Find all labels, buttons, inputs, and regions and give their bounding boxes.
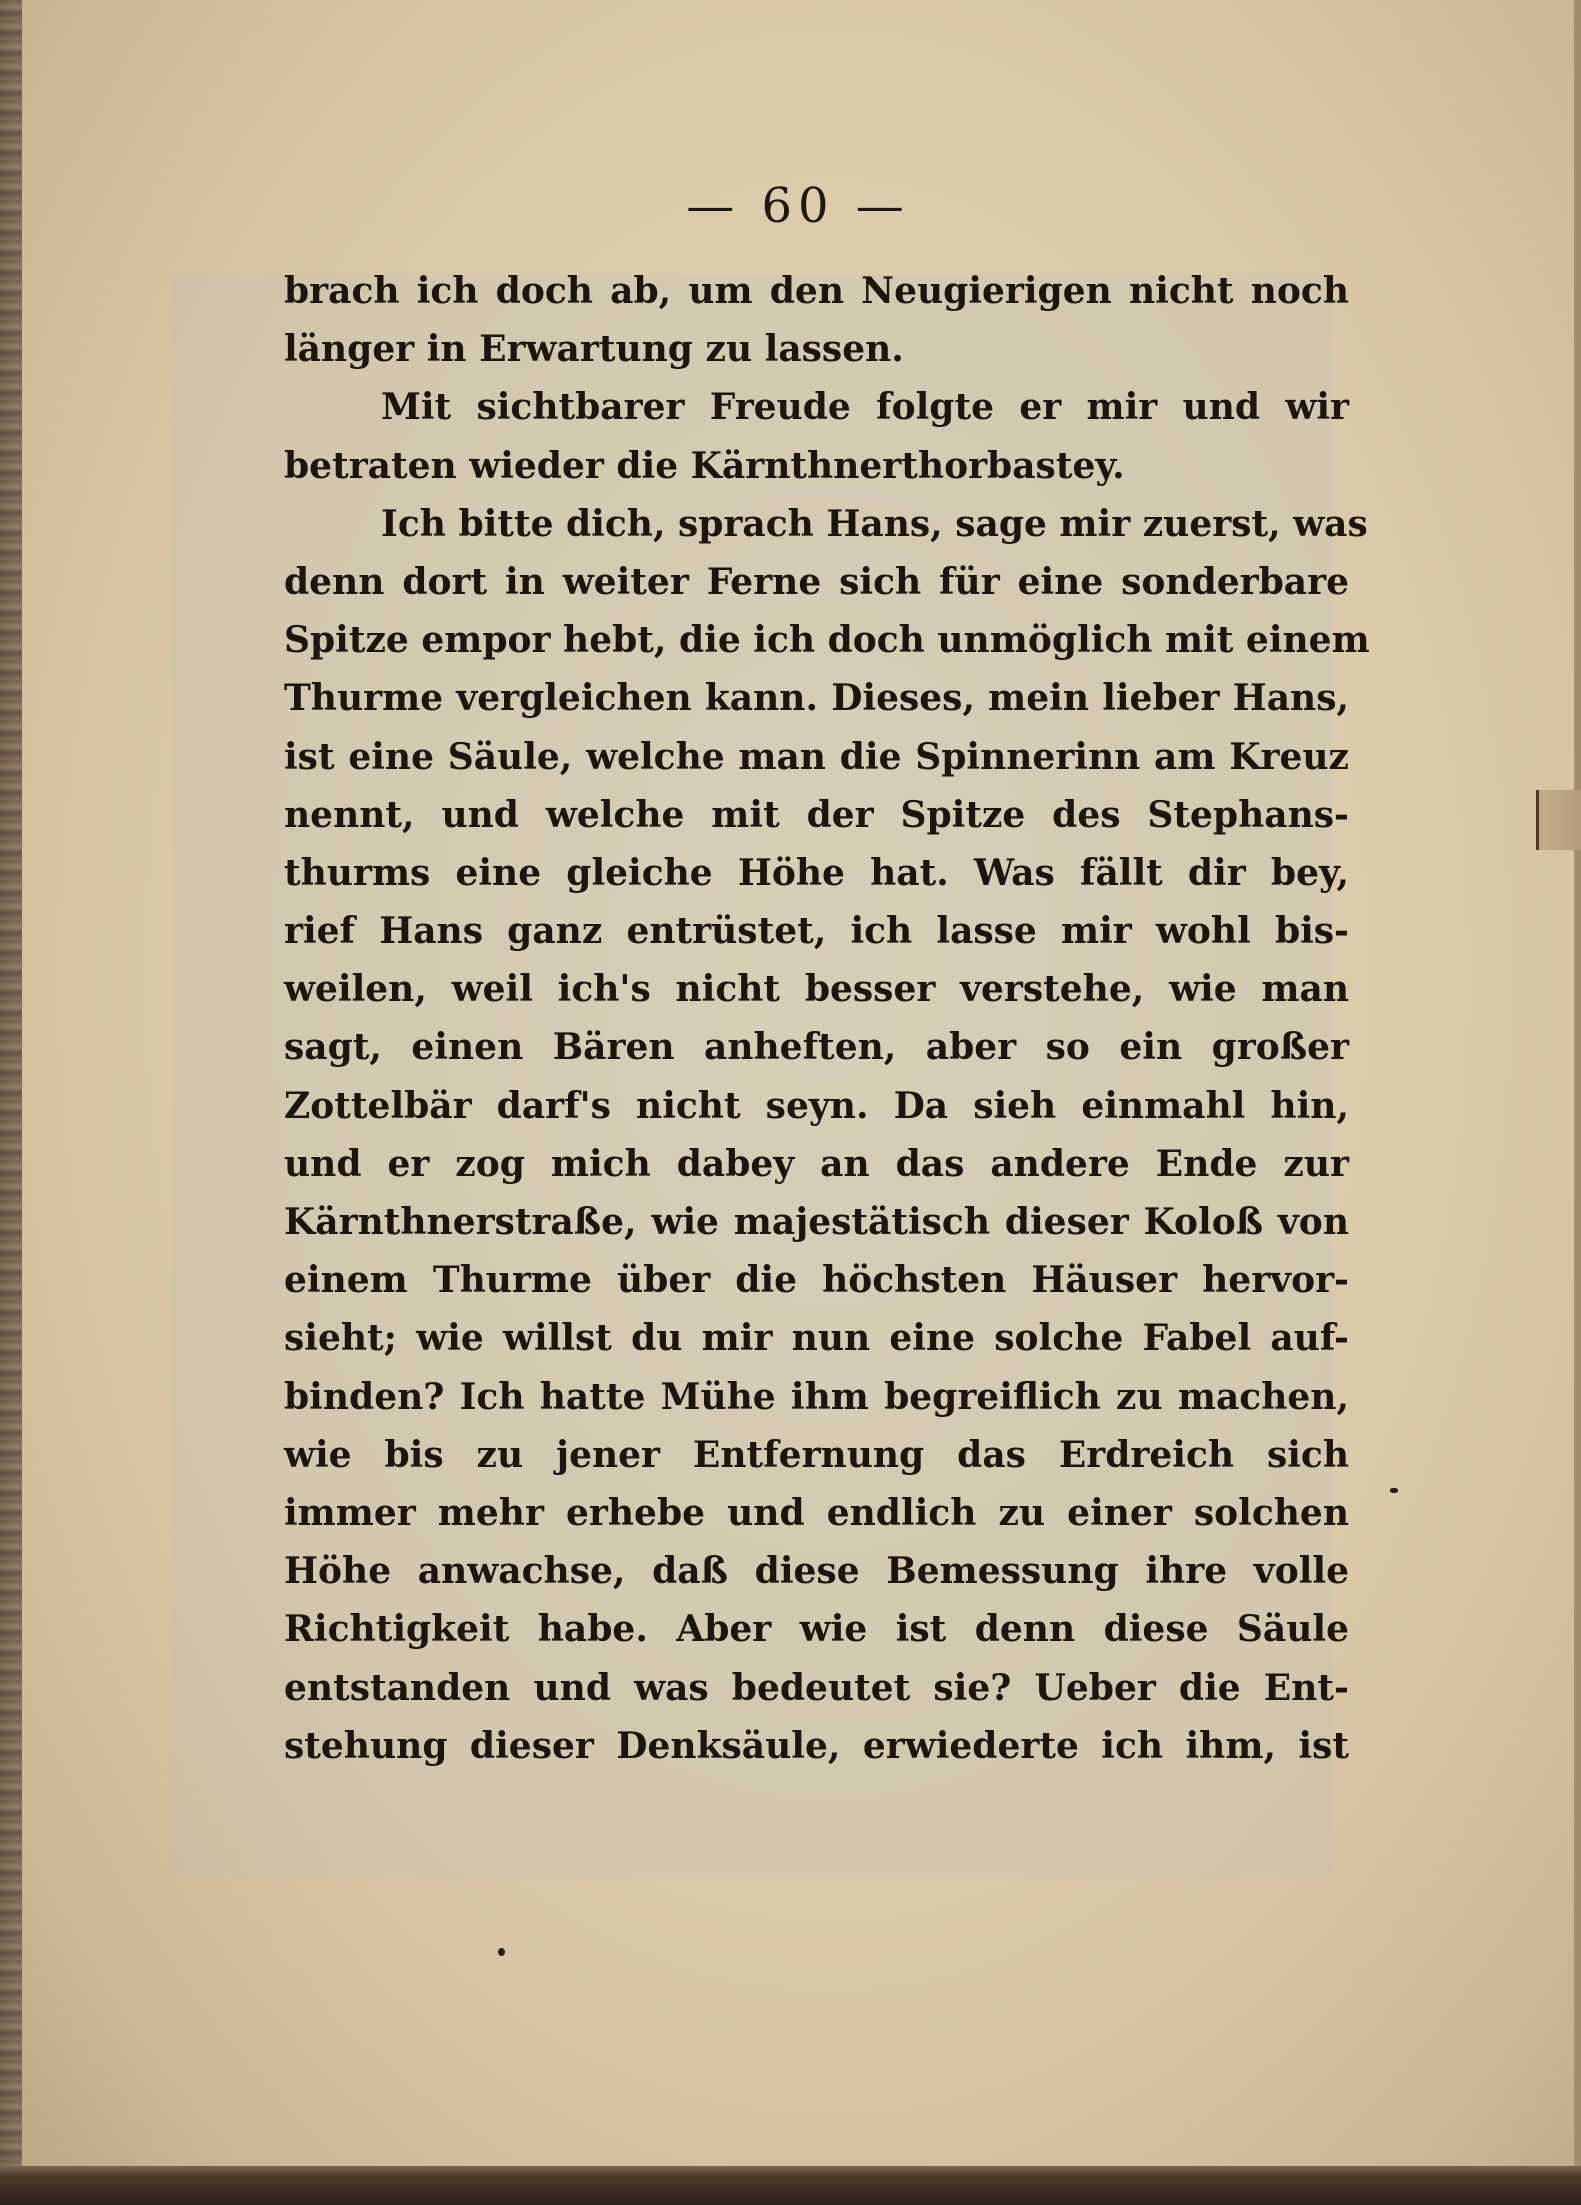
text-line: denn dort in weiter Ferne sich für eine sonderbare [284, 560, 1349, 603]
text-line: immer mehr erhebe und endlich zu einer solchen [284, 1491, 1349, 1534]
text-line: ist eine Säule, welche man die Spinnerinn am Kreuz [284, 735, 1349, 778]
page-tab-marker [1536, 790, 1581, 850]
text-line: Höhe anwachse, daß diese Bemessung ihre volle [284, 1550, 1349, 1593]
text-line: Thurme vergleichen kann. Dieses, mein lieber Hans, [284, 677, 1349, 720]
text-line: sagt, einen Bären anheften, aber so ein großer [284, 1026, 1349, 1069]
body-text [284, 262, 1370, 1775]
text-line: Mit sichtbarer Freude folgte er mir und wir [381, 386, 1349, 429]
ink-speck [1390, 1488, 1398, 1493]
text-line: länger in Erwartung zu lassen. [284, 328, 904, 371]
book-bottom-edge [0, 2166, 1581, 2205]
text-line: weilen, weil ich's nicht besser verstehe, wie man [284, 968, 1349, 1011]
text-line: wie bis zu jener Entfernung das Erdreich sich [284, 1433, 1349, 1476]
text-line: Kärnthnerstraße, wie majestätisch dieser Koloß von [284, 1201, 1349, 1243]
text-line: Zottelbär darf's nicht seyn. Da sieh einmahl hin, [284, 1084, 1349, 1127]
text-line: thurms eine gleiche Höhe hat. Was fällt dir bey, [284, 851, 1349, 894]
text-line: betraten wieder die Kärnthnerthorbastey. [284, 444, 1125, 487]
text-line: Spitze empor hebt, die ich doch unmöglich mit einem [284, 619, 1370, 662]
text-line: Ich bitte dich, sprach Hans, sage mir zuerst, was [381, 502, 1368, 545]
page-number-header: — 60 — [686, 178, 910, 234]
ink-speck [498, 1948, 505, 1956]
text-line: stehung dieser Denksäule, erwiederte ich ihm, ist [284, 1724, 1349, 1767]
paper-page [22, 0, 1574, 2168]
text-line: binden? Ich hatte Mühe ihm begreiflich zu machen, [284, 1375, 1349, 1418]
book-spine-edge [0, 0, 22, 2205]
text-line: nennt, und welche mit der Spitze des Stephans- [284, 793, 1349, 836]
text-line: entstanden und was bedeutet sie? Ueber die Ent- [284, 1666, 1349, 1709]
text-line: brach ich doch ab, um den Neugierigen nicht noch [284, 270, 1349, 312]
text-line: sieht; wie willst du mir nun eine solche Fabel auf- [284, 1317, 1349, 1360]
text-line: einem Thurme über die höchsten Häuser hervor- [284, 1259, 1349, 1302]
text-line: und er zog mich dabey an das andere Ende zur [284, 1142, 1349, 1185]
text-line: rief Hans ganz entrüstet, ich lasse mir wohl bis- [284, 910, 1349, 953]
text-line: Richtigkeit habe. Aber wie ist denn diese Säule [284, 1608, 1349, 1651]
